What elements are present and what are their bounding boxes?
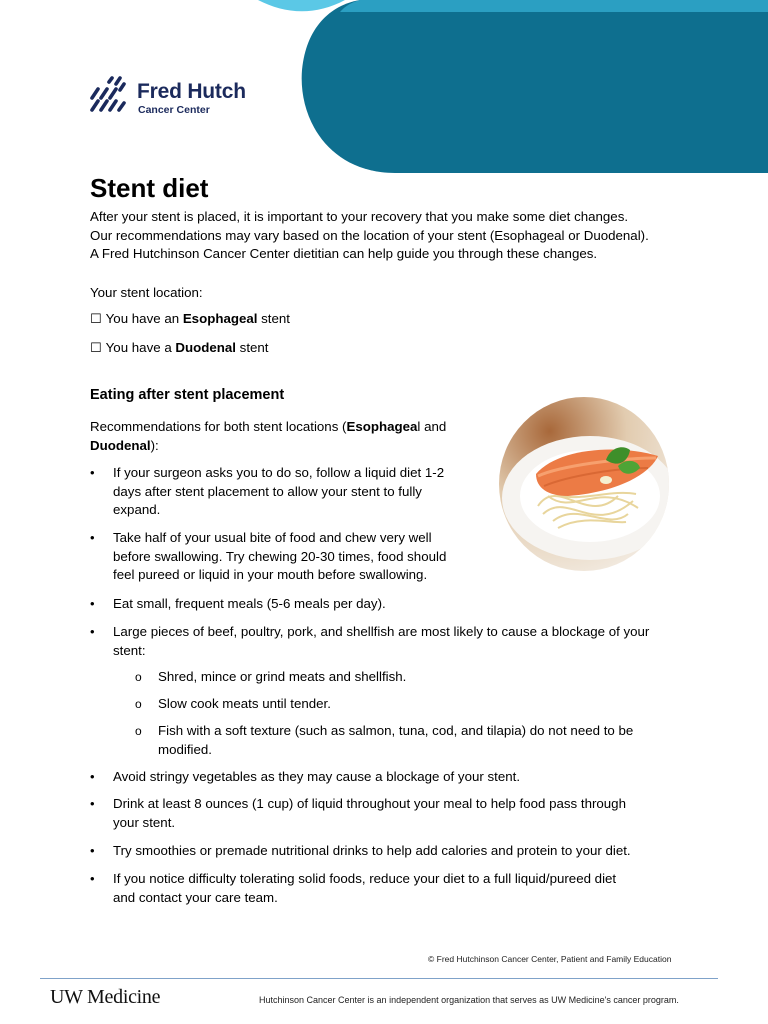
salmon-pasta-plate-icon — [498, 396, 670, 572]
footer-note: Hutchinson Cancer Center is an independent organization that serves as UW Medicine's cancer program. — [259, 995, 679, 1005]
text-line: Shred, mince or grind meats and shellfish. — [158, 669, 407, 684]
page-title: Stent diet — [90, 173, 209, 203]
text-line: Drink at least 8 ounces (1 cup) of liquid throughout your meal to help food pass through — [113, 796, 626, 811]
text-line: If you notice difficulty tolerating solid foods, reduce your diet to a full liquid/pureed diet — [113, 871, 617, 886]
uw-medicine-logo: UW Medicine — [50, 986, 161, 1008]
sub-list-item-text — [158, 722, 678, 759]
sub-bullet-circle: o — [135, 697, 142, 711]
text-line: stent: — [113, 642, 146, 658]
list-item-text — [113, 529, 446, 585]
sub-bullet-circle: o — [135, 670, 142, 684]
text-line: days after stent placement to allow your stent to fully — [113, 483, 422, 499]
sub-list-item-text — [158, 695, 678, 714]
duodenal-checkbox-option[interactable] — [90, 339, 269, 359]
recommendations-intro — [90, 418, 470, 455]
rec-text: ): — [150, 437, 159, 453]
rec-text: Recommendations for both stent locations ( — [90, 419, 347, 434]
fred-hutch-logo — [89, 76, 259, 118]
bullet-dot: • — [90, 769, 95, 784]
bullet-dot: • — [90, 530, 95, 545]
rec-bold: Esophagea — [346, 419, 418, 434]
empty-checkbox-icon[interactable]: ☐ — [90, 341, 102, 356]
text-line: Eat small, frequent meals (5-6 meals per day). — [113, 596, 386, 611]
bullet-dot: • — [90, 871, 95, 886]
esophageal-checkbox-option[interactable] — [90, 310, 290, 330]
bullet-dot: • — [90, 624, 95, 639]
rec-bold: Duodenal — [90, 437, 151, 453]
sub-bullet-circle: o — [135, 724, 142, 738]
intro-line: After your stent is placed, it is important to your recovery that you make some diet changes. — [90, 209, 629, 224]
text-line: Try smoothies or premade nutritional drinks to help add calories and protein to your diet. — [113, 843, 631, 858]
empty-checkbox-icon[interactable]: ☐ — [90, 312, 102, 327]
stent-location-label: Your stent location: — [90, 285, 203, 300]
text-line: Large pieces of beef, poultry, pork, and shellfish are most likely to cause a blockage of your — [113, 624, 650, 639]
option-bold: Esophageal — [182, 311, 258, 326]
list-item-text — [113, 623, 649, 660]
list-item-text — [113, 795, 626, 832]
list-item-text — [113, 768, 520, 787]
fred-hutch-slash-mark-icon — [89, 76, 129, 116]
text-line: and contact your care team. — [113, 889, 278, 905]
list-item-text — [113, 870, 616, 907]
rec-text: l and — [417, 419, 447, 434]
option-prefix: You have a — [105, 340, 176, 355]
header-light-arc — [258, 0, 345, 11]
text-line: your stent. — [113, 814, 176, 830]
bullet-dot: • — [90, 796, 95, 811]
copyright-notice: © Fred Hutchinson Cancer Center, Patient and Family Education — [428, 954, 672, 964]
bullet-dot: • — [90, 596, 95, 611]
intro-paragraph — [90, 208, 690, 264]
text-line: Take half of your usual bite of food and chew very well — [113, 530, 432, 545]
list-item-text — [113, 595, 386, 614]
intro-line: Our recommendations may vary based on the location of your stent (Esophageal or Duodenal). — [90, 227, 649, 243]
sub-list-item-text — [158, 668, 678, 687]
list-item-text — [113, 842, 631, 861]
text-line: Fish with a soft texture (such as salmon, tuna, cod, and tilapia) do not need to be — [158, 723, 634, 738]
text-line: before swallowing. Try chewing 20-30 times, food should — [113, 548, 447, 564]
text-line: If your surgeon asks you to do so, follow a liquid diet 1-2 — [113, 465, 445, 480]
text-line: Avoid stringy vegetables as they may cause a blockage of your stent. — [113, 769, 521, 784]
list-item-text — [113, 464, 444, 520]
text-line: Slow cook meats until tender. — [158, 696, 331, 711]
logo-name: Fred Hutch — [137, 80, 246, 103]
bullet-dot: • — [90, 465, 95, 480]
option-bold: Duodenal — [175, 340, 236, 355]
option-suffix: stent — [257, 311, 290, 326]
intro-line: A Fred Hutchinson Cancer Center dietitian can help guide you through these changes. — [90, 246, 598, 261]
text-line: feel pureed or liquid in your mouth before swallowing. — [113, 567, 428, 582]
bullet-dot: • — [90, 843, 95, 858]
option-prefix: You have an — [105, 311, 183, 326]
header-light-top — [340, 0, 768, 12]
text-line: expand. — [113, 502, 161, 517]
text-line: modified. — [158, 741, 212, 757]
section-heading: Eating after stent placement — [90, 387, 285, 403]
logo-subtitle: Cancer Center — [138, 104, 210, 116]
header-dark-band — [302, 0, 768, 173]
option-suffix: stent — [235, 340, 269, 355]
footer-divider — [40, 978, 718, 979]
